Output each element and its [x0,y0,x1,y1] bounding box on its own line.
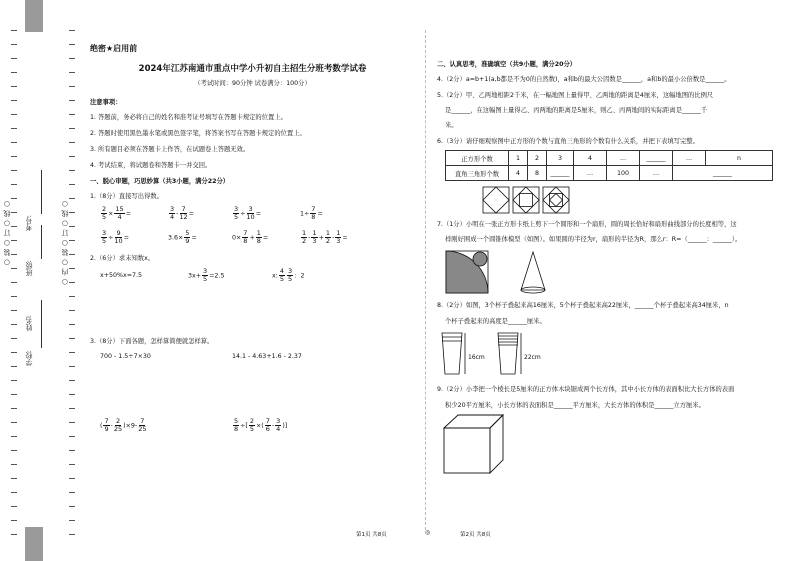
cube-figure [443,414,505,474]
q9-line1: 9.（2分）小李把一个棱长是5厘米的正方体木块锯成两个长方体，其中小长方体的表面积比大长方体的表面 [437,386,735,393]
paper-subtitle: （考试时间：90分钟 试卷满分：100分） [194,80,311,87]
table-cell: ______ [640,151,673,166]
q2-label: 2.（6分）求未知数x。 [90,255,155,262]
secret-label: 绝密★启用前 [90,44,138,53]
q2-eq1: x+50%x=7.5 [100,272,143,279]
table-cell: 4 [574,151,607,166]
table-cell: … [673,151,706,166]
strip-gray-top [25,0,43,32]
q1-r1-c2: $\frac{3}{4}$ - $\frac{7}{12}$ = [170,205,194,221]
table-cell: … [607,151,640,166]
table-cell: 1 [509,151,528,166]
strip-school-label: 学校: [25,350,33,367]
q1-r2-c1: $\frac{3}{5}$ ÷ $\frac{9}{10}$ = [102,229,129,245]
q1-label: 1.（8分）直接写出得数。 [90,193,163,200]
binding-strip [0,0,70,561]
table-cell: 3 [547,151,574,166]
table-row [446,166,773,181]
strip-name-label: 姓名: [25,315,33,332]
q3-eq2: 14.1 - 4.63+1.6 - 2.37 [232,353,302,360]
q9-line2: 积少20平方厘米，小长方体的表面积是______平方厘米，大长方体的体积是______立方厘米。 [445,402,705,409]
strip-binding-text: ○ 装 ○ 订 ○ 线 ○ [3,200,11,267]
q5-line3: 米。 [445,122,458,129]
stacked-cups-figure [440,330,550,376]
q2-eq2: 3x+ $\frac{3}{5}$ =2.5 [188,267,225,283]
table-cell: 4 [509,166,528,181]
strip-number-line [41,170,42,214]
q7-line2: 样刚好围成一个圆锥体模型（如图）。如果圆的半径为r，扇形的半径为R，那么r：R=（______：______）。 [445,236,742,243]
q5-line1: 5.（2分）甲、乙两地相距2千米，在一幅地图上量得甲、乙两地的距离是4厘米，这幅地图的比例尺 [437,92,714,99]
paper-title: 2024年江苏南通市重点中学小升初自主招生分班考数学试卷 [138,64,367,74]
q3-eq3: ( $\frac{7}{9}$ - $\frac{2}{25}$ )×9- $\frac{7}{25}$ [100,417,147,433]
note-item-1: 1. 答题前，务必将自己的姓名和准考证号填写在答题卡规定的位置上。 [90,114,287,121]
q8-line1: 8.（2分）如图，3个杯子叠起来高16厘米，5个杯子叠起来高22厘米，______个杯子叠起来高34厘米，n [437,302,729,309]
table-cell: n [706,151,773,166]
strip-gray-bottom [25,527,43,561]
q1-r1-c1: $\frac{2}{5}$ × $\frac{15}{4}$ = [102,205,131,221]
cone-net-figure [445,250,555,295]
strip-dotted-line-outer [11,30,17,540]
q1-r2-c3: 0× $\frac{7}{8}$ + $\frac{1}{8}$ = [232,229,269,245]
table-row [446,151,773,166]
note-item-2: 2. 答题时使用黑色墨水笔或黑色签字笔，将答案书写在答题卡规定的位置上。 [90,130,306,137]
strip-number-label: 考号: [25,215,33,232]
q3-eq4: $\frac{5}{8}$ ÷[ $\frac{2}{5}$ ×( $\frac{7}{6}$ - $\frac{3}{4}$ )] [234,417,288,433]
strip-class-label: 班级: [25,260,33,277]
table-cell: ______ [673,166,773,181]
section1-heading: 一、脱心审题，巧思妙算（共3小题，满分22分） [90,178,230,185]
q1-r1-c4: 1÷ $\frac{7}{8}$ = [300,205,323,221]
note-item-3: 3. 所有题目必须在答题卡上作答，在试题卷上答题无效。 [90,146,250,153]
q6-table [445,150,773,181]
squares-pattern-figure [482,186,572,214]
q3-label: 3.（8分）下面各题，怎样算简便就怎样算。 [90,338,214,345]
table-cell: ______ [547,166,574,181]
q5-line2: 是______，在这幅图上量得乙、丙两地的距离是5厘米，则乙、丙两地间的实际距离是______千 [445,107,708,114]
q2-eq3: x: $\frac{4}{5}$ $\frac{3}{5}$ ：2 [272,267,305,283]
footer-left-page: 第1页 共8页 [356,532,387,538]
q7-line1: 7.（1分）小明在一张正方形卡纸上剪下一个圆形和一个扇形，圆的周长恰好和扇形曲线部分的长度相等，这 [437,221,737,228]
q1-r2-c2: 3.6× $\frac{5}{9}$ = [168,229,197,245]
table-cell: 100 [607,166,640,181]
strip-school-line [41,300,42,348]
strip-class-line [41,225,42,259]
q1-r2-c4: $\frac{1}{2}$ - $\frac{1}{3}$ + $\frac{1}{2}$ - $\frac{1}{3}$ = [302,229,348,245]
q4-text: 4.（2分）a=b+1(a,b都是不为0的自然数)，a和b的最大公因数是______，a和b的最小公倍数是______。 [437,76,731,83]
notes-heading: 注意事项： [90,99,122,106]
q1-r1-c3: $\frac{3}{5}$ ÷ $\frac{3}{10}$ = [234,205,261,221]
footer-center-mark: ◎ [425,529,431,536]
table-cell: … [574,166,607,181]
q6-text: 6.（3分）请仔细观察图中正方形的个数与直角三角形的个数有什么关系，并把下表填写完整。 [437,138,699,145]
table-cell: 8 [528,166,547,181]
q3-eq1: 700 - 1.5÷7×30 [100,353,151,360]
cup1-height-label: 16cm [468,354,485,361]
footer-right-page: 第2页 共8页 [460,532,491,538]
table-cell: 正方形个数 [446,151,509,166]
page-divider [425,30,426,530]
table-cell: 直角三角形个数 [446,166,509,181]
table-cell: … [640,166,673,181]
q8-line2: 个杯子叠起来的高度是______厘米。 [445,318,546,325]
note-item-4: 4. 考试结束，将试题卷和答题卡一并交回。 [90,162,212,169]
strip-inner-text: ○ 内 ○ 装 ○ 订 ○ 线 ○ [61,200,69,286]
table-cell: 2 [528,151,547,166]
cup2-height-label: 22cm [524,354,541,361]
section2-heading: 二、认真思考，准确填空（共9小题，满分20分） [437,61,577,68]
